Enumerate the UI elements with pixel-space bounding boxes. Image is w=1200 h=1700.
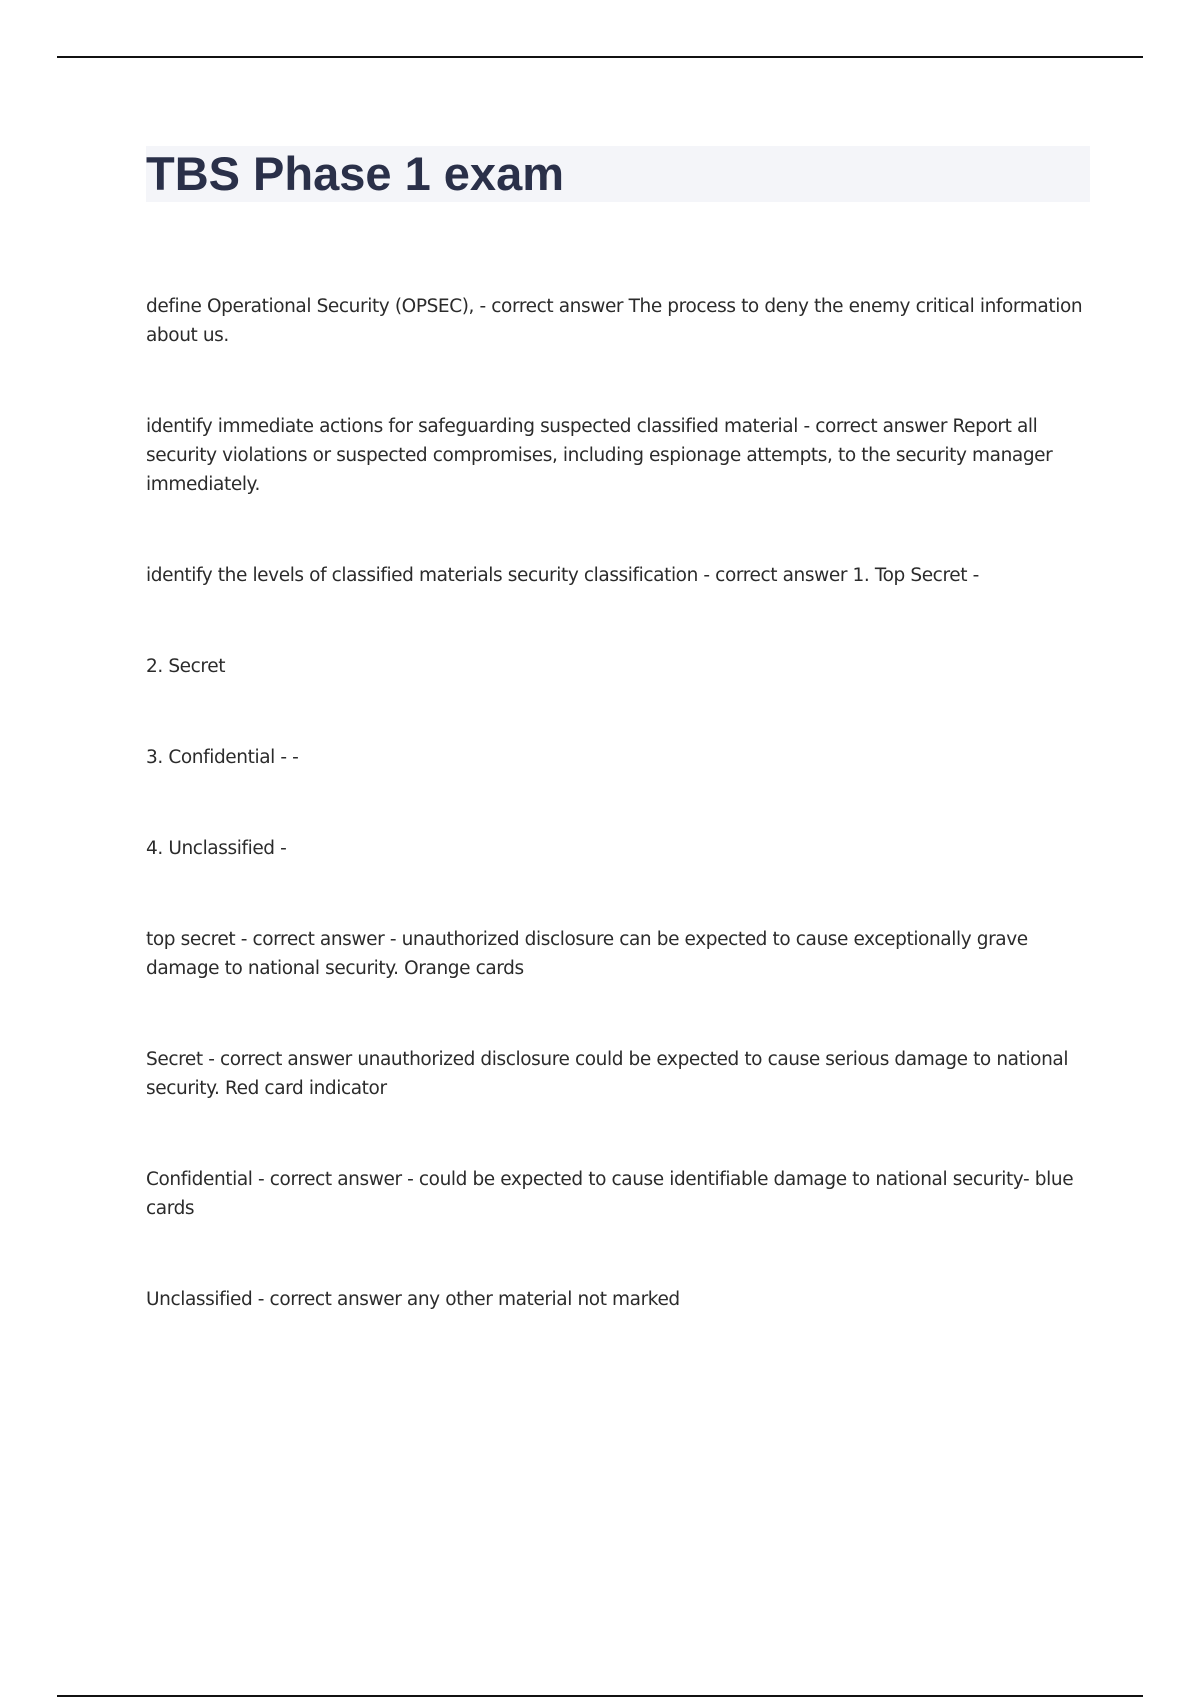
- qa-entry: identify immediate actions for safeguarding suspected classified material - correct answer Report all security violations or suspected compromises, including espionage attempts, to the security manager immediately.: [146, 416, 1053, 495]
- qa-list: [146, 292, 1094, 1376]
- qa-entry: Secret - correct answer unauthorized disclosure could be expected to cause serious damage to national security. Red card indicator: [146, 1049, 1069, 1099]
- qa-entry: Confidential - correct answer - could be expected to cause identifiable damage to national security- blue cards: [146, 1169, 1074, 1219]
- bottom-rule: [57, 1695, 1143, 1697]
- qa-entry: 2. Secret: [146, 656, 226, 677]
- document-title: TBS Phase 1 exam: [146, 147, 564, 200]
- qa-entry: 4. Unclassified -: [146, 838, 287, 859]
- qa-entry: identify the levels of classified materials security classification - correct answer 1. Top Secret -: [146, 565, 979, 586]
- top-rule: [57, 56, 1143, 58]
- qa-entry: Unclassified - correct answer any other material not marked: [146, 1289, 680, 1310]
- qa-entry: 3. Confidential - -: [146, 747, 299, 768]
- qa-entry: define Operational Security (OPSEC), - correct answer The process to deny the enemy critical information about us.: [146, 296, 1083, 346]
- qa-entry: top secret - correct answer - unauthorized disclosure can be expected to cause exceptionally grave damage to national security. Orange cards: [146, 929, 1028, 979]
